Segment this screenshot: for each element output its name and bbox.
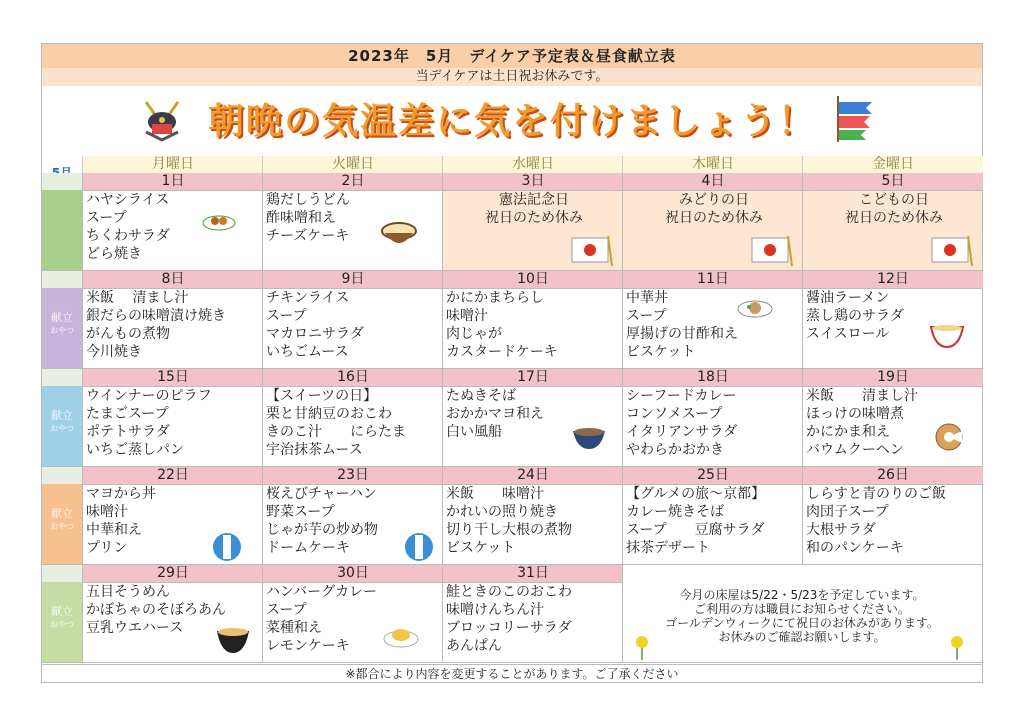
date-bar: 9日	[262, 271, 443, 289]
date-bar: 3日	[442, 173, 623, 191]
notice-line: ご利用の方は職員にお知らせください。	[694, 602, 910, 616]
menu-item: あんぱん	[446, 638, 502, 654]
menu-item: イタリアンサラダ	[626, 424, 738, 440]
banner-title: 朝晩の気温差に気を付けましょう！	[207, 101, 816, 142]
menu-item: スープ	[266, 602, 307, 618]
menu-item: バウムクーヘン	[806, 442, 904, 458]
menu-item: 祝日のため休み	[485, 210, 583, 226]
page-title: 2023年 5月 デイケア予定表＆昼食献立表	[42, 44, 982, 68]
somen-bowl-icon	[215, 625, 251, 655]
koinobori-icon	[832, 94, 882, 144]
menu-item: チキンライス	[266, 290, 350, 306]
menu-item: 【グルメの旅～京都】	[626, 486, 766, 502]
menu-item: おかかマヨ和え	[446, 406, 544, 422]
date-bar: 29日	[82, 565, 263, 583]
notice-line: お休みのご確認お願いします。	[718, 630, 886, 644]
menu-item: ウインナーのピラフ	[86, 388, 212, 404]
menu-item: みどりの日	[679, 192, 749, 208]
udon-bowl-icon	[381, 219, 417, 249]
menu-item: 豆乳ウエハース	[86, 620, 184, 636]
menu-item: がんもの煮物	[86, 326, 170, 342]
menu-item: 桜えびチャーハン	[266, 486, 377, 502]
menu-cell	[622, 289, 802, 369]
menu-item: かぼちゃのそぼろあん	[86, 602, 226, 618]
menu-item: 和のパンケーキ	[806, 540, 904, 556]
menu-item: 蒸し鶏のサラダ	[806, 308, 904, 324]
curry-plate-icon	[201, 209, 237, 239]
day-label: 水曜日	[442, 156, 623, 173]
date-bar: 16日	[262, 369, 443, 387]
menu-cell	[802, 485, 982, 565]
menu-item: レモンケーキ	[266, 638, 350, 654]
menu-item: スープ 豆腐サラダ	[626, 522, 765, 538]
side-strip	[42, 565, 82, 663]
date-bar: 18日	[622, 369, 803, 387]
menu-item: こどもの日	[859, 192, 929, 208]
date-bar: 4日	[622, 173, 803, 191]
menu-item: ハンバーグカレー	[266, 584, 378, 600]
date-bar: 31日	[442, 565, 623, 583]
menu-cell	[262, 289, 442, 369]
menu-item: スープ	[626, 308, 667, 324]
menu-item: 中華和え	[86, 522, 142, 538]
menu-item: どら焼き	[86, 246, 142, 262]
menu-item: 味噌汁	[446, 308, 488, 324]
menu-item: 栗と甘納豆のおこわ	[266, 406, 392, 422]
menu-item: ハヤシライス	[86, 192, 170, 208]
menu-item: コンソメスープ	[626, 406, 723, 422]
menu-cell	[442, 583, 622, 663]
menu-item: 祝日のため休み	[665, 210, 763, 226]
menu-item: 鶏だしうどん	[266, 192, 350, 208]
menu-item: きのこ汁 にらたま	[266, 424, 406, 440]
menu-cell	[442, 485, 622, 565]
menu-item: スイスロール	[806, 326, 890, 342]
menu-cell	[82, 387, 262, 467]
menu-item: 肉じゃが	[446, 326, 502, 342]
menu-item: スープ	[86, 210, 127, 226]
date-bar: 25日	[622, 467, 803, 485]
day-label: 木曜日	[622, 156, 803, 173]
omelette-icon	[383, 623, 419, 653]
date-bar: 11日	[622, 271, 803, 289]
date-bar: 5日	[802, 173, 983, 191]
side-label-main: 献立	[51, 605, 73, 618]
date-bar: 8日	[82, 271, 263, 289]
menu-item: 酢味噌和え	[266, 210, 336, 226]
day-label: 金曜日	[802, 156, 983, 173]
menu-item: 今川焼き	[86, 344, 142, 360]
menu-item: 【スイーツの日】	[266, 388, 378, 404]
menu-item: かにかま和え	[806, 424, 890, 440]
menu-item: いちご蒸しパン	[86, 442, 184, 458]
menu-item: しらすと青のりのご飯	[806, 486, 946, 502]
date-bar: 24日	[442, 467, 623, 485]
side-label	[42, 409, 82, 435]
date-bar: 17日	[442, 369, 623, 387]
menu-item: ブロッコリーサラダ	[446, 620, 572, 636]
date-bar: 1日	[82, 173, 263, 191]
menu-cell	[442, 289, 622, 369]
menu-item: 白い風船	[446, 424, 502, 440]
side-strip	[42, 271, 82, 369]
menu-item: 中華丼	[626, 290, 668, 306]
menu-item: 切り干し大根の煮物	[446, 522, 572, 538]
menu-item: ポテトサラダ	[86, 424, 170, 440]
menu-item: マカロニサラダ	[266, 326, 364, 342]
date-bar: 19日	[802, 369, 983, 387]
notice-box	[624, 588, 980, 644]
menu-item: ほっけの味噌煮	[806, 406, 904, 422]
menu-item: チーズケーキ	[266, 228, 350, 244]
side-label-main: 献立	[51, 409, 73, 422]
side-label-sub: おやつ	[50, 326, 74, 335]
japan-flag-icon	[930, 234, 974, 268]
date-bar: 30日	[262, 565, 443, 583]
menu-item: ちくわサラダ	[86, 228, 170, 244]
menu-item: 鮭ときのこのおこわ	[446, 584, 572, 600]
soba-bowl-icon	[571, 423, 607, 453]
menu-item: 抹茶デザート	[626, 540, 710, 556]
menu-item: 宇治抹茶ムース	[266, 442, 363, 458]
menu-cell	[442, 191, 622, 271]
date-bar: 23日	[262, 467, 443, 485]
menu-item: ビスケット	[626, 344, 696, 360]
page-subtitle: 当デイケアは土日祝お休みです。	[42, 68, 982, 86]
side-label-sub: おやつ	[50, 424, 74, 433]
ramen-bowl-icon	[929, 319, 965, 349]
banner	[42, 86, 982, 157]
ice-dome-icon	[401, 533, 437, 563]
menu-item: 野菜スープ	[266, 504, 335, 520]
day-label: 火曜日	[262, 156, 443, 173]
menu-item: やわらかおかき	[626, 442, 724, 458]
side-label-main: 献立	[51, 311, 73, 324]
notice-line: ゴールデンウィークにて祝日のお休みがあります。	[665, 616, 939, 630]
side-label	[42, 507, 82, 533]
menu-item: ビスケット	[446, 540, 516, 556]
menu-cell	[82, 289, 262, 369]
side-strip	[42, 467, 82, 565]
menu-item: かれいの照り焼き	[446, 504, 558, 520]
menu-item: 憲法記念日	[499, 192, 569, 208]
japan-flag-icon	[750, 234, 794, 268]
menu-item: 祝日のため休み	[845, 210, 943, 226]
menu-item: いちごムース	[266, 344, 349, 360]
date-bar: 2日	[262, 173, 443, 191]
footer-note: ※都合により内容を変更することがあります。ご了承ください	[42, 664, 982, 683]
menu-item: 米飯 清まし汁	[86, 290, 189, 306]
menu-item: スープ	[266, 308, 307, 324]
side-strip	[42, 369, 82, 467]
menu-item: 味噌けんちん汁	[446, 602, 544, 618]
baumkuchen-icon	[931, 421, 967, 451]
chuka-plate-icon	[737, 297, 773, 327]
date-bar: 10日	[442, 271, 623, 289]
menu-cell	[262, 387, 442, 467]
menu-cell	[622, 387, 802, 467]
notice-line: 今月の床屋は5/22・5/23を予定しています。	[679, 588, 925, 602]
menu-cell	[622, 191, 802, 271]
date-bar: 12日	[802, 271, 983, 289]
side-label-sub: おやつ	[50, 620, 74, 629]
date-bar: 26日	[802, 467, 983, 485]
dandelion-icon	[947, 634, 967, 660]
side-label	[42, 311, 82, 337]
menu-item: プリン	[86, 540, 128, 556]
side-label	[42, 605, 82, 631]
dandelion-icon	[632, 634, 652, 660]
pudding-icon	[209, 533, 245, 563]
kabuto-helmet-icon	[142, 98, 182, 142]
side-label-main: 献立	[51, 507, 73, 520]
menu-item: 菜種和え	[266, 620, 322, 636]
menu-item: ドームケーキ	[266, 540, 350, 556]
menu-item: 銀だらの味噌漬け焼き	[86, 308, 226, 324]
menu-item: カレー焼きそば	[626, 504, 724, 520]
menu-item: 味噌汁	[86, 504, 128, 520]
menu-item: カスタードケーキ	[446, 344, 558, 360]
side-strip	[42, 173, 82, 271]
menu-item: 醤油ラーメン	[806, 290, 890, 306]
date-bar: 22日	[82, 467, 263, 485]
side-label-sub: おやつ	[50, 522, 74, 531]
menu-item: たぬきそば	[446, 388, 516, 404]
menu-item: たまごスープ	[86, 406, 169, 422]
menu-item: 厚揚げの甘酢和え	[626, 326, 738, 342]
date-bar: 15日	[82, 369, 263, 387]
menu-cell	[802, 191, 982, 271]
day-label: 月曜日	[82, 156, 263, 173]
menu-sheet	[41, 43, 983, 683]
menu-cell	[622, 485, 802, 565]
menu-item: かにかまちらし	[446, 290, 544, 306]
menu-item: 肉団子スープ	[806, 504, 889, 520]
menu-item: じゃが芋の炒め物	[266, 522, 378, 538]
menu-item: 米飯 味噌汁	[446, 486, 544, 502]
menu-item: シーフードカレー	[626, 388, 737, 404]
menu-item: 大根サラダ	[806, 522, 876, 538]
menu-item: 五目そうめん	[86, 584, 170, 600]
menu-item: 米飯 清まし汁	[806, 388, 918, 404]
menu-item: マヨから丼	[86, 486, 156, 502]
japan-flag-icon	[570, 234, 614, 268]
